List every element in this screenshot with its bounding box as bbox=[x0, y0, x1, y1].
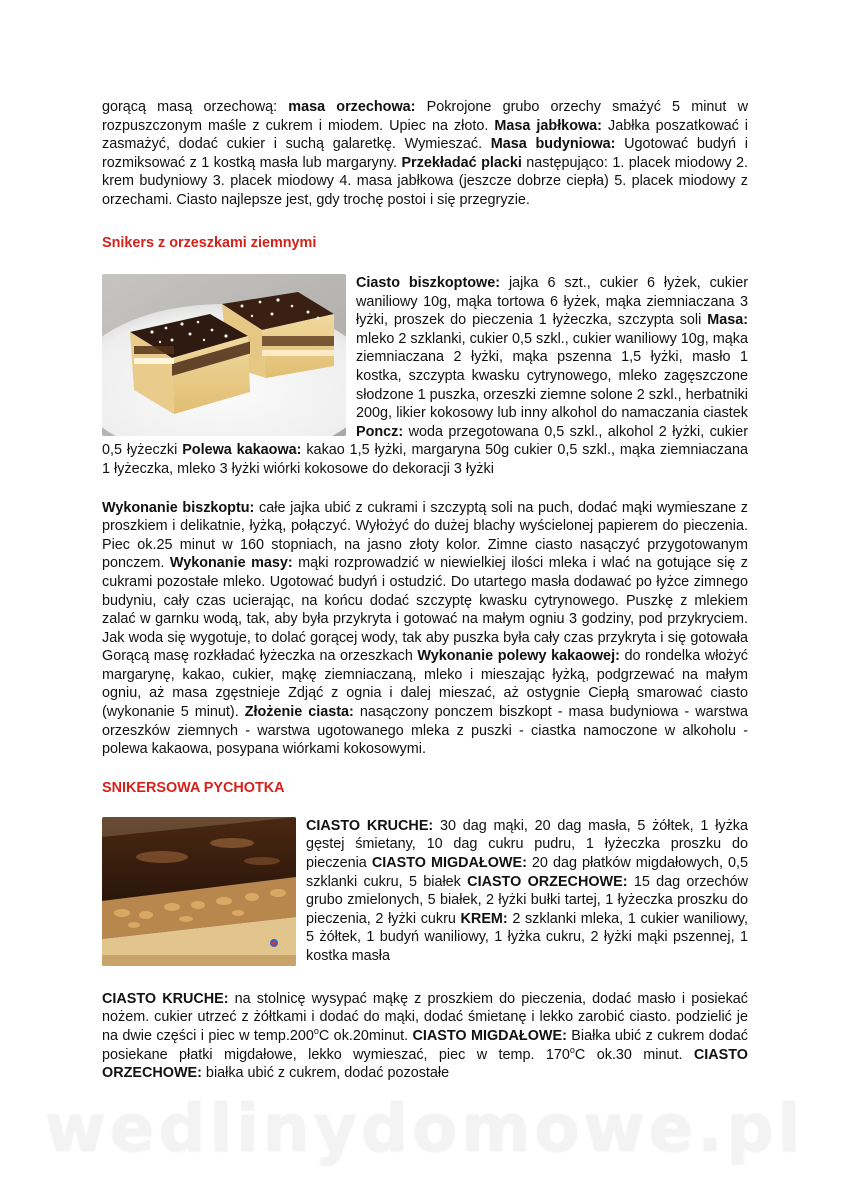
s1-text-3: woda przegotowana 0,5 szkl., alkohol 2 łyżki, cukier 0,5 łyżeczki bbox=[102, 423, 748, 459]
s1-text-4: kakao 1,5 łyżki, margaryna 50g cukier 0,5 szkl., mąka ziemniaczana 1 łyżeczka, mleko 3 łyżki wiórki kokosowe do dekoracji 3 łyżki bbox=[102, 442, 748, 477]
s4-bold-ciasto-kruche: CIASTO KRUCHE: bbox=[102, 990, 229, 1007]
snikers-method-block bbox=[102, 499, 748, 759]
s1-bold-masa: Masa: bbox=[707, 312, 748, 329]
cake-image-svg-2 bbox=[102, 817, 296, 966]
intro-text-4: Ugotować budyń i rozmiksować z 1 kostką masła lub margaryny. bbox=[102, 136, 748, 171]
intro-text-5: następująco: 1. placek miodowy 2. krem budyniowy 3. placek miodowy 4. masa jabłkowa (jeszcze dobrze ciepła) 5. placek miodowy z orzechami. Ciasto najlepsze jest, gdy trochę postoi i się przegryzie. bbox=[102, 154, 749, 208]
cake-image-svg bbox=[102, 274, 346, 436]
s2-bold-wykonanie-polewy: Wykonanie polewy kakaowej: bbox=[417, 648, 620, 665]
section-heading-snikers: Snikers z orzeszkami ziemnymi bbox=[102, 235, 317, 251]
snikers-method-paragraph bbox=[102, 499, 748, 759]
s4-text-2: C ok.20minut. bbox=[318, 1028, 413, 1045]
s3-bold-ciasto-migdalowe: CIASTO MIGDAŁOWE: bbox=[371, 855, 527, 872]
s1-text-1: jajka 6 szt., cukier 6 łyżek, cukier waniliowy 10g, mąka tortowa 6 łyżek, mąka ziemniaczana 3 łyżki, proszek do pieczenia 1 łyżeczka, szczypta soli bbox=[356, 275, 748, 329]
s2-text-4: nasączony ponczem biszkopt - masa budyniowa - warstwa orzeszków ziemnych - warstwa ugotowanego mleka z puszki - ciastka namoczone w alkoholu - polewa kakaowa, posypana wiórkami kokosowymi. bbox=[102, 704, 748, 758]
intro-bold-masa-orzechowa: masa orzechowa: bbox=[288, 99, 416, 115]
pychotka-method-block bbox=[102, 990, 748, 1083]
s2-bold-wykonanie-masy: Wykonanie masy: bbox=[169, 555, 293, 572]
intro-text-3: Jabłka poszatkować i zasmażyć, dodać cukier i suchą galaretkę. Wymieszać. bbox=[102, 117, 748, 153]
cake-photo-snickers bbox=[102, 274, 346, 436]
s2-bold-zlozenie-ciasta: Złożenie ciasta: bbox=[244, 704, 354, 721]
s3-bold-ciasto-kruche: CIASTO KRUCHE: bbox=[306, 817, 434, 834]
intro-bold-masa-budyniowa: Masa budyniowa: bbox=[490, 136, 616, 153]
intro-text-2: Pokrojone grubo orzechy smażyć 5 minut w rozpuszczonym maśle z cukrem i miodem. Upiec na złoto. bbox=[102, 99, 748, 134]
s2-bold-wykonanie-biszkoptu: Wykonanie biszkoptu: bbox=[102, 499, 255, 516]
s4-text-5: białka ubić z cukrem, dodać pozostałe bbox=[201, 1065, 450, 1082]
s3-bold-ciasto-orzechowe: CIASTO ORZECHOWE: bbox=[467, 873, 628, 890]
intro-paragraph bbox=[102, 98, 748, 234]
s4-text-3: Białka ubić z cukrem dodać posiekane płatki migdałowe, lekko wymieszać, piec w temp. 170 bbox=[102, 1028, 748, 1063]
s3-text-1: 30 dag mąki, 20 dag masła, 5 żółtek, 1 łyżka gęstej śmietany, 10 dag cukru pudru, 1 łyżeczka proszku do pieczenia bbox=[306, 817, 748, 872]
s4-text-1: na stolnicę wysypać mąkę z proszkiem do pieczenia, dodać masło i posiekać nożem. cukier utrzeć z żółtkami i dodać do mąki, dodać śmietanę i lekko zarobić ciasto. podzielić je na dwie części i piec w temp.200 bbox=[102, 990, 748, 1045]
degree-superscript: o bbox=[569, 1044, 575, 1055]
s3-text-3: 15 dag orzechów grubo zmielonych, 5 białek, 2 łyżki bułki tartej, 1 łyżeczka proszku do pieczenia, 2 łyżki cukru bbox=[306, 873, 748, 927]
watermark: wedlinydomowe.pl bbox=[44, 1090, 805, 1167]
s4-bold-ciasto-migdalowe: CIASTO MIGDAŁOWE: bbox=[412, 1028, 567, 1045]
s4-text-4: C ok.30 minut. bbox=[574, 1046, 694, 1063]
cake-photo-pychotka bbox=[102, 817, 296, 966]
s1-text-2: mleko 2 szklanki, cukier 0,5 szkl., cukier waniliowy 10g, mąka ziemniaczana 2 łyżki, mąka pszenna 1,5 łyżki, masło 1 kostka, szczypta kwasku cytrynowego, mleko zagęszczone słodzone 1 puszka, orzeszki ziemne solone 2 szkl., herbatniki 200g, likier kokosowy lub inny alkohol do namaczania ciastek bbox=[356, 330, 748, 422]
degree-superscript: o bbox=[313, 1026, 319, 1037]
s1-bold-polewa-kakaowa: Polewa kakaowa: bbox=[182, 442, 302, 459]
s2-text-3: do rondelka włożyć margarynę, kakao, cukier, mąkę ziemniaczaną, mleko i mieszając łyżką, podgrzewać na małym ogniu, aż masa zgęstnieje Zdjąć z ognia i dalej mieszać, aż ostygnie Ciepłą smarować ciasto (wykonanie 5 minut). bbox=[102, 648, 748, 721]
pychotka-method-paragraph bbox=[102, 990, 748, 1083]
intro-text-1: gorącą masą orzechową: bbox=[102, 99, 289, 115]
s4-bold-ciasto-orzechowe: CIASTO ORZECHOWE: bbox=[102, 1046, 748, 1082]
s3-bold-krem: KREM: bbox=[460, 910, 508, 927]
s1-bold-poncz: Poncz: bbox=[356, 423, 404, 440]
document-page bbox=[102, 98, 748, 1083]
intro-bold-przekladac: Przekładać placki bbox=[401, 154, 522, 171]
pychotka-ingredients-block bbox=[102, 797, 748, 970]
intro-bold-masa-jablkowa: Masa jabłkowa: bbox=[494, 117, 602, 134]
s3-text-2: 20 dag płatków migdałowych, 0,5 szklanki cukru, 5 białek bbox=[306, 855, 748, 890]
s2-text-1: całe jajka ubić z cukrami i szczyptą soli na puch, dodać mąki wymieszane z proszkiem i delikatnie, łyżką, połączyć. Wyłożyć do dużej blachy wyścielonej papierem do pieczenia. Piec ok.25 minut w 160 stopniach, na jasno złoty kolor. Zimne ciasto nasączyć przygotowanym ponczem. bbox=[102, 499, 749, 572]
s3-text-4: 2 szklanki mleka, 1 cukier waniliowy, 5 żółtek, 1 budyń waniliowy, 1 łyżka cukru, 2 łyżki mąki pszennej, 1 kostka masła bbox=[306, 910, 748, 964]
s2-text-2: mąki rozprowadzić w niewielkiej ilości mleka i wlać na gotujące się z cukrami pozostałe mleko. Ugotować budyń i ostudzić. Do utartego masła dodawać po łyżce zimnego budyniu, cały czas ucierając, na końcu dodać szczyptę kwasku cytrynowego. Puszkę z mlekiem zalać w garnku wodą, tak, aby była przykryta i gotować na małym ogniu 3 godziny, pod przykryciem. Jak woda się wygotuje, to dolać gorącej wody, tak aby puszka była cały czas przykryta i się gotowała Gorącą masę rozkładać łyżeczka na orzeszkach bbox=[102, 555, 748, 665]
snikers-ingredients-block bbox=[102, 252, 748, 479]
section-heading-pychotka: SNIKERSOWA PYCHOTKA bbox=[102, 779, 285, 796]
s1-bold-ciasto-biszkoptowe: Ciasto biszkoptowe: bbox=[356, 275, 501, 291]
